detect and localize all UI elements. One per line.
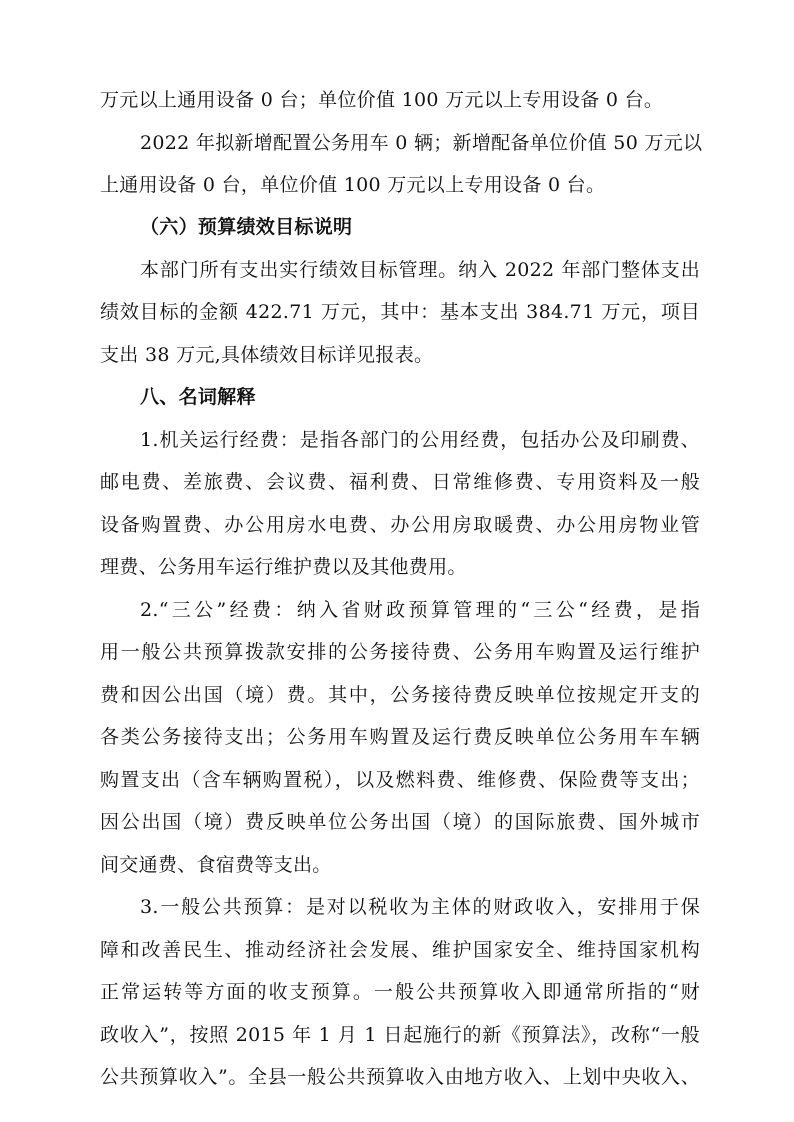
paragraph-line: 费和因公出国（境）费。其中，公务接待费反映单位按规定开支的 — [100, 684, 700, 706]
paragraph-line: 设备购置费、办公用房水电费、办公用房取暖费、办公用房物业管 — [100, 514, 700, 536]
paragraph-line: 间交通费、食宿费等支出。 — [100, 854, 332, 876]
paragraph-line: 理费、公务用车运行维护费以及其他费用。 — [100, 556, 467, 578]
paragraph-line: 政收入”，按照 2015 年 1 月 1 日起施行的新《预算法》，改称“一般 — [100, 1024, 700, 1046]
paragraph-line: 障和改善民生、推动经济社会发展、维护国家安全、维持国家机构 — [100, 939, 700, 961]
paragraph-line: 正常运转等方面的收支预算。一般公共预算收入即通常所指的“财 — [100, 981, 700, 1003]
section-heading: 八、名词解释 — [140, 386, 256, 408]
paragraph-line: 支出 38 万元,具体绩效目标详见报表。 — [100, 344, 434, 366]
paragraph-line: 各类公务接待支出；公务用车购置及运行费反映单位公务用车车辆 — [100, 726, 700, 748]
paragraph-line: 绩效目标的金额 422.71 万元，其中：基本支出 384.71 万元，项目 — [100, 301, 700, 323]
paragraph-line: 万元以上通用设备 0 台；单位价值 100 万元以上专用设备 0 台。 — [100, 89, 664, 111]
paragraph-line: 本部门所有支出实行绩效目标管理。纳入 2022 年部门整体支出 — [140, 259, 700, 281]
paragraph-line: 1.机关运行经费：是指各部门的公用经费，包括办公及印刷费、 — [140, 429, 700, 451]
paragraph-line: 因公出国（境）费反映单位公务出国（境）的国际旅费、国外城市 — [100, 811, 700, 833]
section-heading: （六）预算绩效目标说明 — [140, 216, 353, 238]
paragraph-line: 2022 年拟新增配置公务用车 0 辆；新增配备单位价值 50 万元以 — [140, 132, 703, 154]
paragraph-line: 购置支出（含车辆购置税），以及燃料费、维修费、保险费等支出； — [100, 769, 700, 791]
paragraph-line: 2.“三公”经费：纳入省财政预算管理的“三公“经费，是指 — [140, 599, 700, 621]
paragraph-line: 3.一般公共预算：是对以税收为主体的财政收入，安排用于保 — [140, 896, 700, 918]
paragraph-line: 邮电费、差旅费、会议费、福利费、日常维修费、专用资料及一般 — [100, 471, 700, 493]
paragraph-line: 公共预算收入”。全县一般公共预算收入由地方收入、上划中央收入、 — [100, 1066, 700, 1088]
paragraph-line: 用一般公共预算拨款安排的公务接待费、公务用车购置及运行维护 — [100, 641, 700, 663]
paragraph-line: 上通用设备 0 台，单位价值 100 万元以上专用设备 0 台。 — [100, 174, 606, 196]
